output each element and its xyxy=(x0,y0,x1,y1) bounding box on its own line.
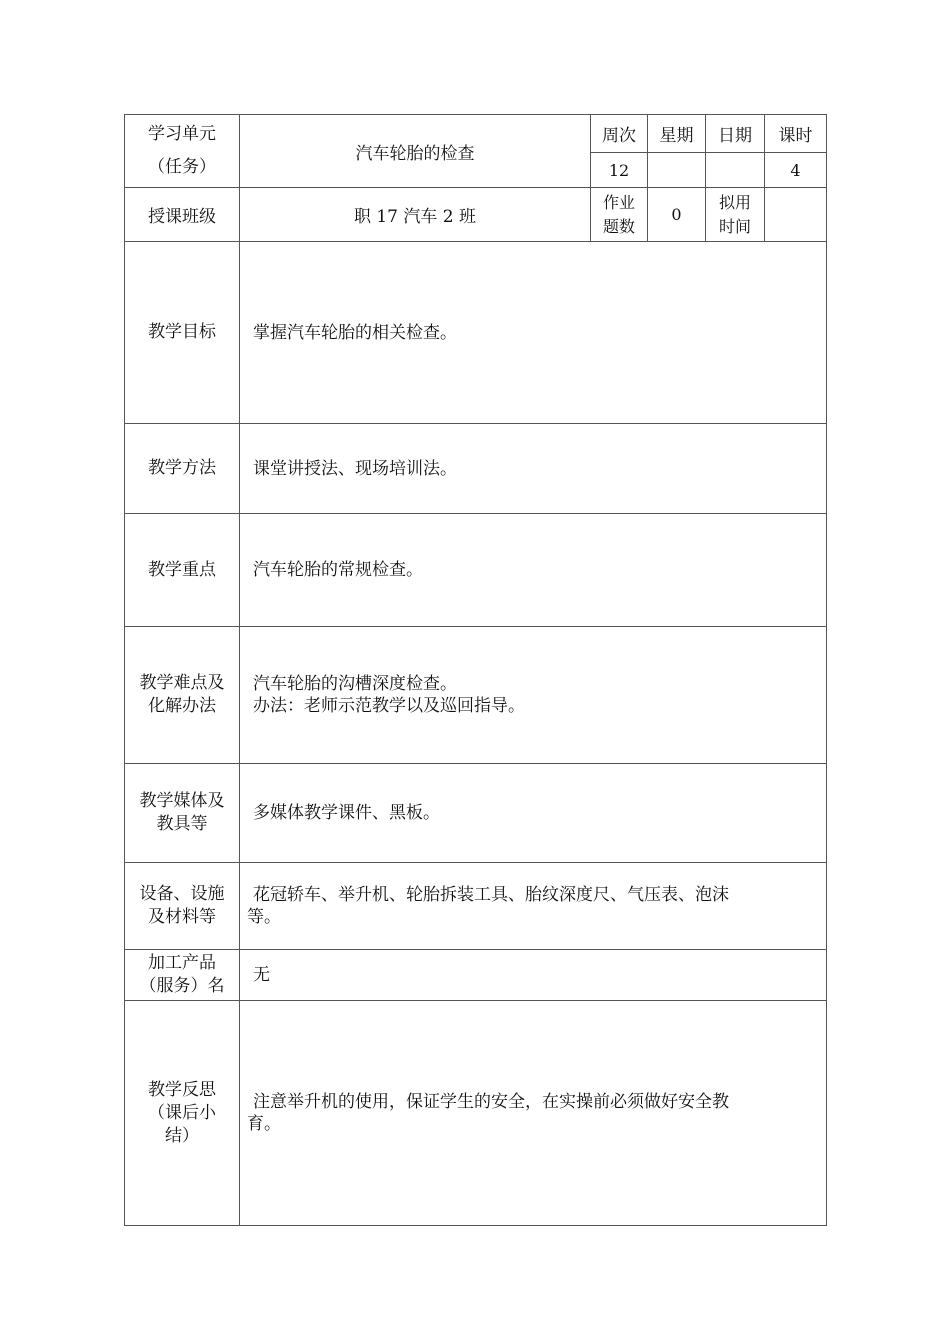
difficulty-value-line-2: 办法：老师示范教学以及巡回指导。 xyxy=(253,696,525,716)
product-label-cell xyxy=(125,950,240,1001)
product-value: 无 xyxy=(240,950,827,1001)
difficulty-label-cell xyxy=(125,627,240,764)
homework-value: 0 xyxy=(648,188,706,242)
difficulty-label-line-2: 化解办法 xyxy=(148,696,216,716)
plan-time-label-line-1: 拟用 xyxy=(718,192,751,212)
equipment-value-line-2: 等。 xyxy=(247,907,281,927)
plan-time-value xyxy=(765,188,827,242)
plan-time-label-cell xyxy=(706,188,765,242)
homework-label-line-1: 作业 xyxy=(602,192,635,212)
week-value: 12 xyxy=(591,153,648,188)
date-label: 日期 xyxy=(706,115,765,153)
key-point-label: 教学重点 xyxy=(125,514,240,627)
equipment-value-line-1: 花冠轿车、举升机、轮胎拆装工具、胎纹深度尺、气压表、泡沫 xyxy=(253,885,729,905)
unit-label-line-1: 学习单元 xyxy=(148,124,216,144)
reflection-label-line-2: （课后小 xyxy=(148,1102,216,1123)
method-label: 教学方法 xyxy=(125,424,240,514)
plan-time-label-line-2: 时间 xyxy=(718,216,751,236)
hours-label: 课时 xyxy=(765,115,827,153)
reflection-value-cell xyxy=(240,1001,827,1226)
reflection-value-line-1: 注意举升机的使用，保证学生的安全，在实操前必须做好安全教 xyxy=(253,1092,729,1112)
reflection-value-line-2: 育。 xyxy=(247,1114,281,1134)
week-label: 周次 xyxy=(591,115,648,153)
date-value xyxy=(706,153,765,188)
unit-label-line-2: （任务） xyxy=(148,157,216,177)
objective-value: 掌握汽车轮胎的相关检查。 xyxy=(240,242,827,424)
homework-label-line-2: 题数 xyxy=(602,216,635,236)
media-label-cell xyxy=(125,764,240,863)
lesson-plan-table xyxy=(124,114,827,1226)
weekday-value xyxy=(648,153,706,188)
weekday-label: 星期 xyxy=(648,115,706,153)
unit-value: 汽车轮胎的检查 xyxy=(240,115,591,188)
difficulty-label-line-1: 教学难点及 xyxy=(139,673,225,693)
equipment-label-line-2: 及材料等 xyxy=(148,907,216,927)
objective-label: 教学目标 xyxy=(125,242,240,424)
class-label: 授课班级 xyxy=(125,188,240,242)
equipment-value-cell xyxy=(240,863,827,950)
product-label-line-2: （服务）名 xyxy=(139,976,225,996)
hours-value: 4 xyxy=(765,153,827,188)
media-value: 多媒体教学课件、黑板。 xyxy=(240,764,827,863)
reflection-label-cell xyxy=(125,1001,240,1226)
product-label-line-1: 加工产品 xyxy=(148,953,216,973)
difficulty-value-line-1: 汽车轮胎的沟槽深度检查。 xyxy=(253,674,457,694)
homework-label-cell xyxy=(591,188,648,242)
reflection-label-line-1: 教学反思 xyxy=(148,1079,216,1100)
equipment-label-cell xyxy=(125,863,240,950)
media-label-line-2: 教具等 xyxy=(156,814,208,834)
difficulty-value-cell xyxy=(240,627,827,764)
key-point-value: 汽车轮胎的常规检查。 xyxy=(240,514,827,627)
method-value: 课堂讲授法、现场培训法。 xyxy=(240,424,827,514)
media-label-line-1: 教学媒体及 xyxy=(139,791,225,811)
class-value: 职 17 汽车 2 班 xyxy=(240,188,591,242)
equipment-label-line-1: 设备、设施 xyxy=(139,884,225,904)
reflection-label-line-3: 结） xyxy=(165,1125,199,1146)
unit-label-cell xyxy=(125,115,240,188)
